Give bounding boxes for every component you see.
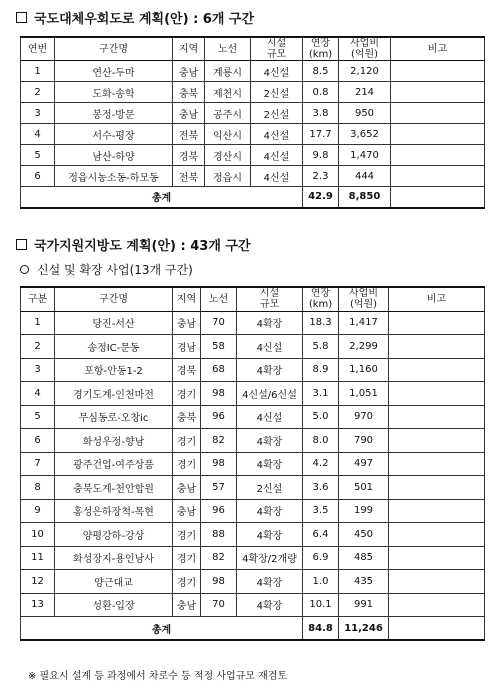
table-cell: 18.3 xyxy=(303,311,339,335)
column-header: 사업비 (억원) xyxy=(339,37,391,61)
table-cell xyxy=(389,593,485,617)
table-cell: 950 xyxy=(339,103,391,124)
section2-title: 국가지원지방도 계획(안) : 43개 구간 xyxy=(34,239,251,254)
total-row xyxy=(21,187,485,208)
table-cell: 경북 xyxy=(173,145,205,166)
table-cell: 1,051 xyxy=(339,382,389,406)
table-cell xyxy=(389,476,485,500)
column-header: 노선 xyxy=(201,287,237,311)
table-row xyxy=(21,405,485,429)
section1-title: 국도대체우회도로 계획(안) : 6개 구간 xyxy=(34,12,255,27)
table-row xyxy=(21,429,485,453)
table-cell: 4신설 xyxy=(251,145,303,166)
table-cell: 444 xyxy=(339,166,391,187)
table-cell: 12 xyxy=(21,570,55,594)
table-cell: 4.2 xyxy=(303,452,339,476)
total-cost: 11,246 xyxy=(339,617,389,641)
table-row xyxy=(21,382,485,406)
table-row xyxy=(21,82,485,103)
table-cell: 450 xyxy=(339,523,389,547)
table-cell: 4신설 xyxy=(251,124,303,145)
table-cell: 서수-평장 xyxy=(55,124,173,145)
table-cell: 10.1 xyxy=(303,593,339,617)
table-cell xyxy=(389,429,485,453)
column-header: 연장 (km) xyxy=(303,287,339,311)
table-cell: 6 xyxy=(21,166,55,187)
table-cell: 정읍시농소동-하모동 xyxy=(55,166,173,187)
table-cell: 4 xyxy=(21,382,55,406)
table-cell: 양근대교 xyxy=(55,570,173,594)
table-row xyxy=(21,593,485,617)
table-cell: 4신설 xyxy=(251,166,303,187)
column-header: 사업비 (억원) xyxy=(339,287,389,311)
table-cell: 70 xyxy=(201,593,237,617)
table-row xyxy=(21,61,485,82)
table-cell: 4확장/2개량 xyxy=(237,546,303,570)
table-cell xyxy=(391,103,485,124)
table-cell xyxy=(391,166,485,187)
table-cell: 4확장 xyxy=(237,593,303,617)
table-cell: 포항-안동1-2 xyxy=(55,358,173,382)
total-remarks xyxy=(391,187,485,208)
column-header: 연장 (km) xyxy=(303,37,339,61)
table-cell: 485 xyxy=(339,546,389,570)
table-cell: 충북도계-천안합원 xyxy=(55,476,173,500)
table-cell: 4 xyxy=(21,124,55,145)
table-row xyxy=(21,358,485,382)
table-cell: 경기도계-인천마전 xyxy=(55,382,173,406)
table-header-row xyxy=(21,287,485,311)
table-cell: 96 xyxy=(201,499,237,523)
table-cell: 송정IC-문동 xyxy=(55,335,173,359)
table-cell: 1,160 xyxy=(339,358,389,382)
table-cell: 98 xyxy=(201,382,237,406)
table-cell: 도화-송학 xyxy=(55,82,173,103)
table-cell: 3.6 xyxy=(303,476,339,500)
table-cell: 충남 xyxy=(173,593,201,617)
table-cell: 790 xyxy=(339,429,389,453)
table-cell: 1,417 xyxy=(339,311,389,335)
table-cell: 충북 xyxy=(173,405,201,429)
table-cell: 68 xyxy=(201,358,237,382)
table-row xyxy=(21,124,485,145)
table-cell: 경기 xyxy=(173,382,201,406)
section2-heading xyxy=(16,235,251,254)
table-cell: 충북 xyxy=(173,82,205,103)
table-cell: 9.8 xyxy=(303,145,339,166)
table-cell xyxy=(389,499,485,523)
table-cell: 4확장 xyxy=(237,499,303,523)
table-cell: 전북 xyxy=(173,166,205,187)
footnote: ※ 필요시 설계 등 과정에서 차로수 등 적정 사업규모 재검토 xyxy=(28,671,288,682)
table-cell: 계룡시 xyxy=(205,61,251,82)
table-cell: 경북 xyxy=(173,358,201,382)
table-cell: 양평강하-강상 xyxy=(55,523,173,547)
table-cell: 2신설 xyxy=(251,103,303,124)
table-cell: 3.5 xyxy=(303,499,339,523)
table-cell: 214 xyxy=(339,82,391,103)
table-cell: 전북 xyxy=(173,124,205,145)
table-cell: 2,299 xyxy=(339,335,389,359)
table-cell xyxy=(391,82,485,103)
table-cell: 10 xyxy=(21,523,55,547)
table-cell: 경산시 xyxy=(205,145,251,166)
table-cell: 광주건업-여주상품 xyxy=(55,452,173,476)
column-header: 연번 xyxy=(21,37,55,61)
table-cell: 7 xyxy=(21,452,55,476)
table-row xyxy=(21,166,485,187)
table-cell: 88 xyxy=(201,523,237,547)
column-header: 구간명 xyxy=(55,37,173,61)
table-cell: 82 xyxy=(201,546,237,570)
table-row xyxy=(21,103,485,124)
total-length: 84.8 xyxy=(303,617,339,641)
table-cell: 경기 xyxy=(173,570,201,594)
table-cell: 57 xyxy=(201,476,237,500)
section2-subtitle: 신설 및 확장 사업(13개 구간) xyxy=(37,263,193,277)
table-cell: 497 xyxy=(339,452,389,476)
table-row xyxy=(21,145,485,166)
table-cell xyxy=(389,405,485,429)
table-cell: 1 xyxy=(21,311,55,335)
total-label: 총계 xyxy=(21,187,303,208)
table-cell: 4신설 xyxy=(237,405,303,429)
checkbox-square-icon xyxy=(16,12,27,23)
column-header: 비고 xyxy=(391,37,485,61)
table-cell: 3,652 xyxy=(339,124,391,145)
table-cell: 남산-하양 xyxy=(55,145,173,166)
table-cell: 2,120 xyxy=(339,61,391,82)
table-cell: 70 xyxy=(201,311,237,335)
table-cell: 0.8 xyxy=(303,82,339,103)
total-cost: 8,850 xyxy=(339,187,391,208)
table-cell: 경기 xyxy=(173,546,201,570)
table-cell: 정읍시 xyxy=(205,166,251,187)
table-cell: 98 xyxy=(201,452,237,476)
table-cell: 4확장 xyxy=(237,358,303,382)
total-row xyxy=(21,617,485,641)
table-cell: 96 xyxy=(201,405,237,429)
table-cell: 충남 xyxy=(173,61,205,82)
table-cell: 17.7 xyxy=(303,124,339,145)
table-cell: 2신설 xyxy=(237,476,303,500)
table-cell: 충남 xyxy=(173,476,201,500)
table-cell: 8.0 xyxy=(303,429,339,453)
column-header: 구간명 xyxy=(55,287,173,311)
column-header: 시설 규모 xyxy=(251,37,303,61)
table-cell: 2 xyxy=(21,82,55,103)
table-cell: 화성장지-용인남사 xyxy=(55,546,173,570)
table-cell: 970 xyxy=(339,405,389,429)
table-cell: 3.1 xyxy=(303,382,339,406)
table-cell: 3.8 xyxy=(303,103,339,124)
table-cell: 무심동로-오창ic xyxy=(55,405,173,429)
table-cell: 1 xyxy=(21,61,55,82)
table-cell: 익산시 xyxy=(205,124,251,145)
table-row xyxy=(21,499,485,523)
total-label: 총계 xyxy=(21,617,303,641)
table-cell: 9 xyxy=(21,499,55,523)
section2-subheading xyxy=(20,261,193,278)
table-cell: 4확장 xyxy=(237,429,303,453)
table-cell: 82 xyxy=(201,429,237,453)
table-cell: 58 xyxy=(201,335,237,359)
table-cell: 5 xyxy=(21,145,55,166)
table-row xyxy=(21,452,485,476)
table-cell xyxy=(389,546,485,570)
column-header: 노선 xyxy=(205,37,251,61)
table-cell: 8.5 xyxy=(303,61,339,82)
table-row xyxy=(21,311,485,335)
table-cell: 1.0 xyxy=(303,570,339,594)
table-cell: 2신설 xyxy=(251,82,303,103)
table-cell xyxy=(389,452,485,476)
circle-bullet-icon xyxy=(20,265,29,274)
table-cell: 8 xyxy=(21,476,55,500)
column-header: 구분 xyxy=(21,287,55,311)
table-cell: 4확장 xyxy=(237,311,303,335)
table-cell: 4신설/6신설 xyxy=(237,382,303,406)
table-cell: 435 xyxy=(339,570,389,594)
table-cell xyxy=(391,124,485,145)
table-cell: 1,470 xyxy=(339,145,391,166)
total-length: 42.9 xyxy=(303,187,339,208)
table-cell: 98 xyxy=(201,570,237,594)
table-cell xyxy=(389,523,485,547)
table-cell: 991 xyxy=(339,593,389,617)
section1-heading xyxy=(16,8,254,27)
table-cell: 경남 xyxy=(173,335,201,359)
column-header: 비고 xyxy=(389,287,485,311)
table-cell: 11 xyxy=(21,546,55,570)
table-cell: 경기 xyxy=(173,429,201,453)
table-row xyxy=(21,335,485,359)
table-cell: 6.9 xyxy=(303,546,339,570)
table-cell: 공주시 xyxy=(205,103,251,124)
table-cell xyxy=(389,358,485,382)
table-cell: 3 xyxy=(21,103,55,124)
bypass-road-table xyxy=(20,36,485,209)
table-cell: 경기 xyxy=(173,523,201,547)
table-cell: 제천시 xyxy=(205,82,251,103)
column-header: 지역 xyxy=(173,37,205,61)
table-cell: 2.3 xyxy=(303,166,339,187)
table-cell: 13 xyxy=(21,593,55,617)
table-cell xyxy=(389,335,485,359)
table-cell: 2 xyxy=(21,335,55,359)
table-cell: 4신설 xyxy=(237,335,303,359)
table-cell xyxy=(389,570,485,594)
table-cell: 충남 xyxy=(173,311,201,335)
table-cell xyxy=(391,61,485,82)
table-cell xyxy=(389,311,485,335)
column-header: 시설 규모 xyxy=(237,287,303,311)
table-cell: 성환-입장 xyxy=(55,593,173,617)
table-header-row xyxy=(21,37,485,61)
table-cell: 6 xyxy=(21,429,55,453)
table-row xyxy=(21,546,485,570)
table-cell: 8.9 xyxy=(303,358,339,382)
table-cell: 4확장 xyxy=(237,452,303,476)
table-row xyxy=(21,523,485,547)
checkbox-square-icon xyxy=(16,239,27,250)
table-cell: 5.8 xyxy=(303,335,339,359)
table-row xyxy=(21,476,485,500)
table-cell: 5 xyxy=(21,405,55,429)
column-header: 지역 xyxy=(173,287,201,311)
table-cell xyxy=(391,145,485,166)
table-row xyxy=(21,570,485,594)
local-road-table xyxy=(20,286,485,641)
table-cell xyxy=(389,382,485,406)
table-cell: 화성우정-향남 xyxy=(55,429,173,453)
table-cell: 4확장 xyxy=(237,570,303,594)
table-cell: 6.4 xyxy=(303,523,339,547)
table-cell: 4신설 xyxy=(251,61,303,82)
table-cell: 충남 xyxy=(173,103,205,124)
table-cell: 연산-두마 xyxy=(55,61,173,82)
total-remarks xyxy=(389,617,485,641)
table-cell: 봉정-방문 xyxy=(55,103,173,124)
table-cell: 홍성은하장척-목현 xyxy=(55,499,173,523)
table-cell: 4확장 xyxy=(237,523,303,547)
table-cell: 5.0 xyxy=(303,405,339,429)
table-cell: 199 xyxy=(339,499,389,523)
table-cell: 501 xyxy=(339,476,389,500)
table-cell: 충남 xyxy=(173,499,201,523)
table-cell: 경기 xyxy=(173,452,201,476)
table-cell: 당진-서산 xyxy=(55,311,173,335)
table-cell: 3 xyxy=(21,358,55,382)
